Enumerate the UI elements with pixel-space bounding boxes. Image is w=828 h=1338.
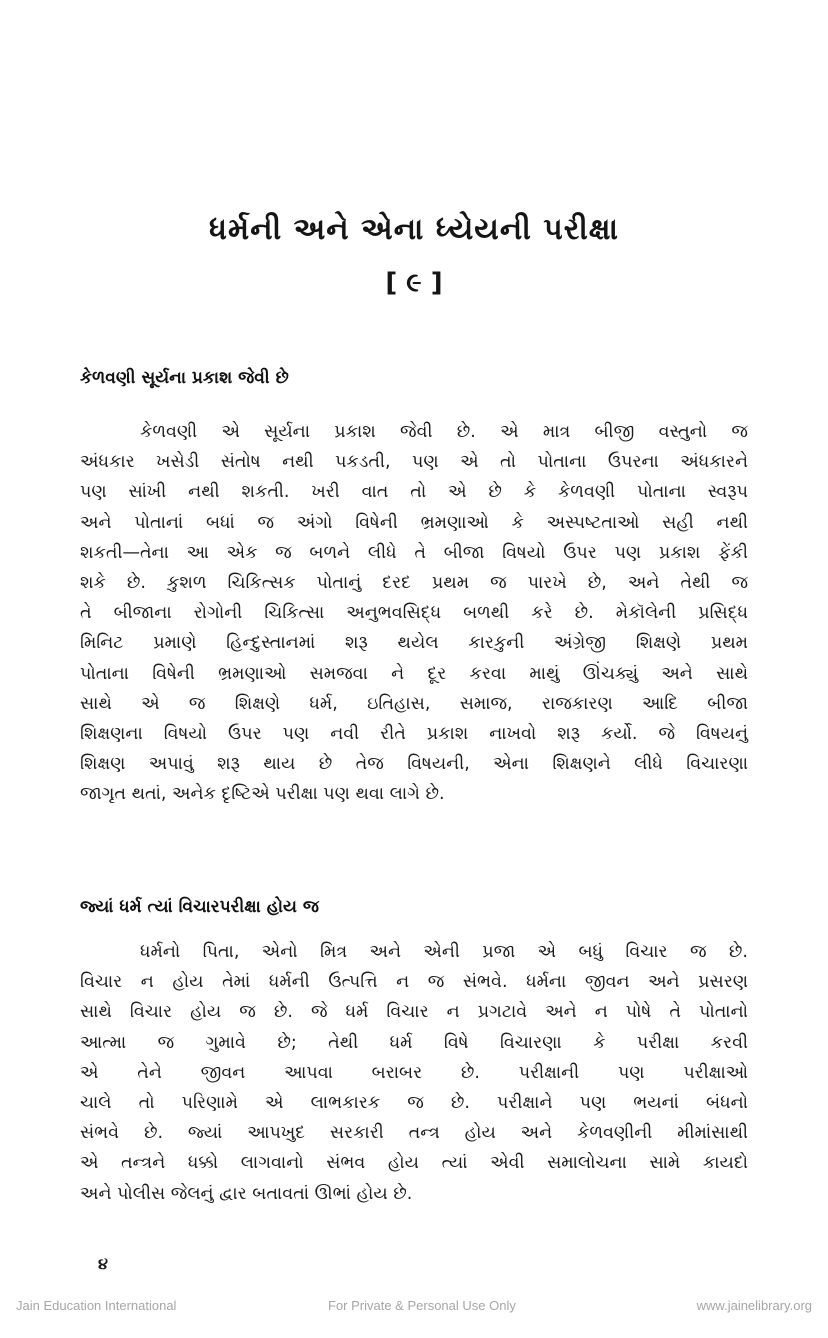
section-heading-2: જ્યાં ધર્મ ત્યાં વિચારપરીક્ષા હોય જ <box>80 897 319 917</box>
footer-usage-notice: For Private & Personal Use Only <box>328 1298 516 1313</box>
text-line: શિક્ષણના વિષયો ઉપર પણ નવી રીતે પ્રકાશ નાખવો શરૂ કર્યો. જે વિષયનું <box>80 723 748 744</box>
text-line: તે બીજાના રોગોની ચિકિત્સા અનુભવસિદ્ધ બળથી કરે છે. મેકૉલેની પ્રસિદ્ધ <box>80 603 748 624</box>
footer-website-link[interactable]: www.jainelibrary.org <box>696 1298 812 1313</box>
section-2-paragraph <box>80 937 748 1209</box>
text-line: અને પોતાનાં બધાં જ અંગો વિષેની ભ્રમણાઓ કે અસ્પષ્ટતાઓ સહી નથી <box>80 512 748 533</box>
text-line: સંભવે છે. જ્યાં આપખુદ સરકારી તન્ત્ર હોય અને કેળવણીની મીમાંસાથી <box>80 1123 748 1144</box>
text-line: શકતી—તેના આ એક જ બળને લીધે તે બીજા વિષયો ઉપર પણ પ્રકાશ ફેંકી <box>80 542 748 563</box>
text-line: ધર્મનો પિતા, એનો મિત્ર અને એની પ્રજા એ બધું વિચાર જ છે. <box>140 942 748 962</box>
text-line: એ તન્ત્રને ધક્કો લાગવાનો સંભવ હોય ત્યાં એવી સમાલોચના સામે કાયદો <box>80 1153 748 1174</box>
text-line: અને પોલીસ જેલનું દ્વાર બતાવતાં ઊભાં હોય છે. <box>80 1183 413 1204</box>
text-line: શકે છે. કુશળ ચિકિત્સક પોતાનું દરદ પ્રથમ જ પારખે છે, અને તેથી જ <box>80 572 748 593</box>
page-number: ૪ <box>98 1254 108 1273</box>
text-line: અંધકાર ખસેડી સંતોષ નથી પકડતી, પણ એ તો પોતાના ઉપરના અંધકારને <box>80 452 748 473</box>
text-line: જાગૃત થતાં, અનેક દૃષ્ટિએ પરીક્ષા પણ થવા લાગે છે. <box>80 784 445 805</box>
text-line: એ તેને જીવન આપવા બરાબર છે. પરીક્ષાની પણ પરીક્ષાઓ <box>80 1062 748 1083</box>
text-line: મિનિટ પ્રમાણે હિન્દુસ્તાનમાં શરૂ થયેલ કારકુની અંગ્રેજી શિક્ષણે પ્રથમ <box>80 633 748 654</box>
text-line: શિક્ષણ અપાવું શરૂ થાય છે તેજ વિષયની, એના શિક્ષણને લીધે વિચારણા <box>80 754 748 775</box>
text-line: ચાલે તો પરિણામે એ લાભકારક જ છે. પરીક્ષાને પણ ભયનાં બંધનો <box>80 1092 748 1113</box>
text-line: કેળવણી એ સૂર્યના પ્રકાશ જેવી છે. એ માત્ર બીજી વસ્તુનો જ <box>140 422 748 442</box>
chapter-number: [ ૯ ] <box>385 268 443 298</box>
text-line: સાથે વિચાર હોય જ છે. જે ધર્મ વિચાર ન પ્રગટાવે અને ન પોષે તે પોતાનો <box>80 1002 748 1023</box>
section-1-paragraph <box>80 417 748 809</box>
text-line: પણ સાંખી નથી શકતી. ખરી વાત તો એ છે કે કેળવણી પોતાના સ્વરૂપ <box>80 482 748 503</box>
text-line: આત્મા જ ગુમાવે છે; તેથી ધર્મ વિષે વિચારણા કે પરીક્ષા કરવી <box>80 1032 748 1053</box>
chapter-title: ધર્મની અને એના ધ્યેયની પરીક્ષા <box>209 212 619 247</box>
text-line: વિચાર ન હોય તેમાં ધર્મની ઉત્પત્તિ ન જ સંભવે. ધર્મના જીવન અને પ્રસરણ <box>80 972 748 993</box>
text-line: સાથે એ જ શિક્ષણે ધર્મ, ઇતિહાસ, સમાજ, રાજકારણ આદિ બીજા <box>80 693 748 714</box>
text-line: પોતાના વિષેની ભ્રમણાઓ સમજવા ને દૂર કરવા માથું ઊંચક્યું અને સાથે <box>80 663 748 684</box>
footer <box>0 1298 828 1318</box>
section-heading-1: કેળવણી સૂર્યના પ્રકાશ જેવી છે <box>80 368 289 388</box>
footer-publisher: Jain Education International <box>16 1298 177 1313</box>
